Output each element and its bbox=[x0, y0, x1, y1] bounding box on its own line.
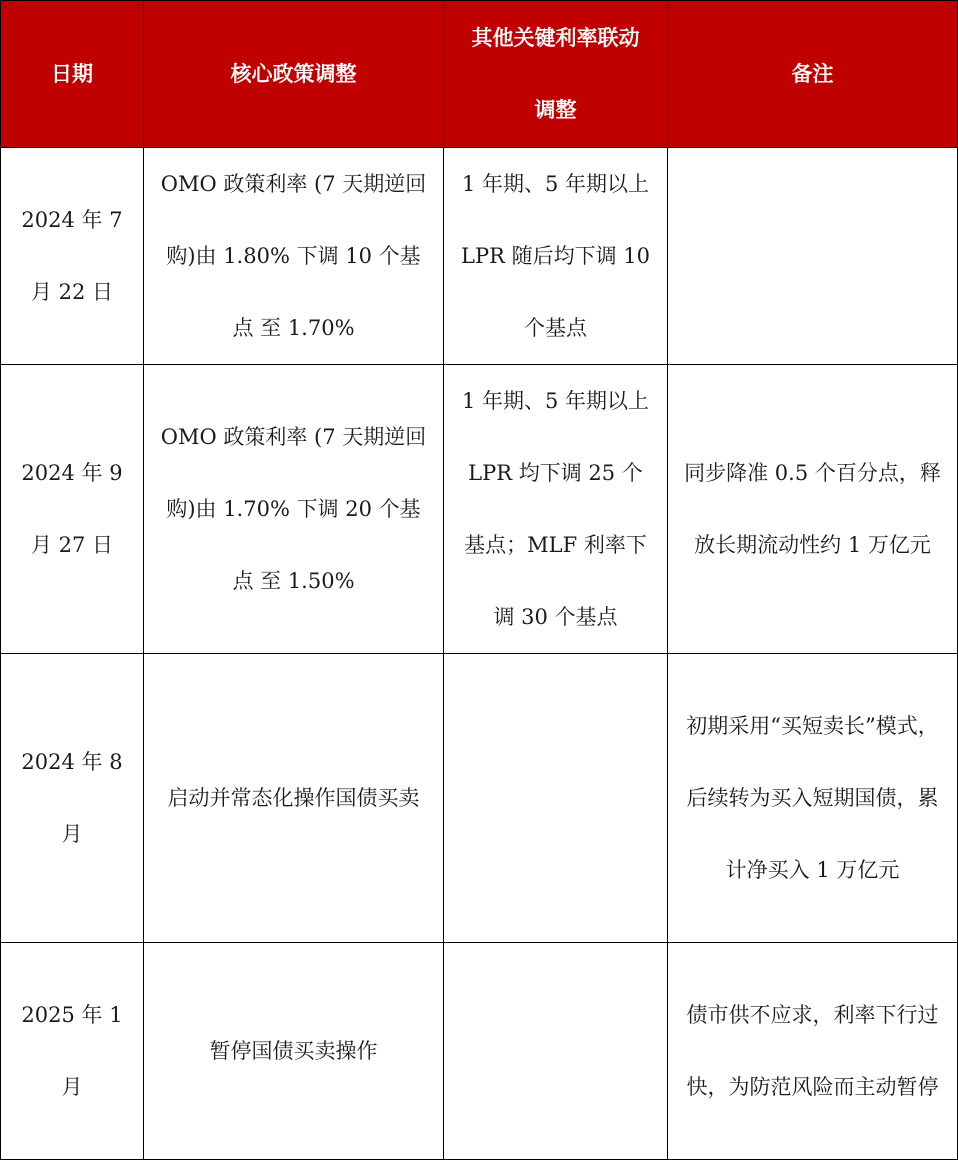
table-row bbox=[1, 654, 958, 943]
row-rates: 1 年期、5 年期以上 LPR 均下调 25 个基点；MLF 利率下调 30 个基点 bbox=[444, 365, 668, 654]
row-date: 2024 年 8 月 bbox=[1, 654, 144, 943]
row-policy: OMO 政策利率 (7 天期逆回购)由 1.80% 下调 10 个基点 至 1.70% bbox=[144, 148, 444, 365]
row-rates bbox=[444, 943, 668, 1160]
row-rates: 1 年期、5 年期以上 LPR 随后均下调 10 个基点 bbox=[444, 148, 668, 365]
row-rates bbox=[444, 654, 668, 943]
header-core-policy: 核心政策调整 bbox=[144, 1, 444, 148]
table-row bbox=[1, 365, 958, 654]
header-date: 日期 bbox=[1, 1, 144, 148]
header-notes: 备注 bbox=[668, 1, 958, 148]
row-note bbox=[668, 148, 958, 365]
table-row bbox=[1, 943, 958, 1160]
row-policy: 暂停国债买卖操作 bbox=[144, 943, 444, 1160]
table-row bbox=[1, 148, 958, 365]
row-date: 2024 年 9 月 27 日 bbox=[1, 365, 144, 654]
row-note: 同步降准 0.5 个百分点，释放长期流动性约 1 万亿元 bbox=[668, 365, 958, 654]
row-note: 初期采用“买短卖长”模式，后续转为买入短期国债，累计净买入 1 万亿元 bbox=[668, 654, 958, 943]
row-policy: 启动并常态化操作国债买卖 bbox=[144, 654, 444, 943]
row-date: 2024 年 7 月 22 日 bbox=[1, 148, 144, 365]
header-other-rates: 其他关键利率联动调整 bbox=[444, 1, 668, 148]
row-policy: OMO 政策利率 (7 天期逆回购)由 1.70% 下调 20 个基点 至 1.50% bbox=[144, 365, 444, 654]
row-note: 债市供不应求，利率下行过快，为防范风险而主动暂停 bbox=[668, 943, 958, 1160]
table-header-row bbox=[1, 1, 958, 148]
row-date: 2025 年 1 月 bbox=[1, 943, 144, 1160]
